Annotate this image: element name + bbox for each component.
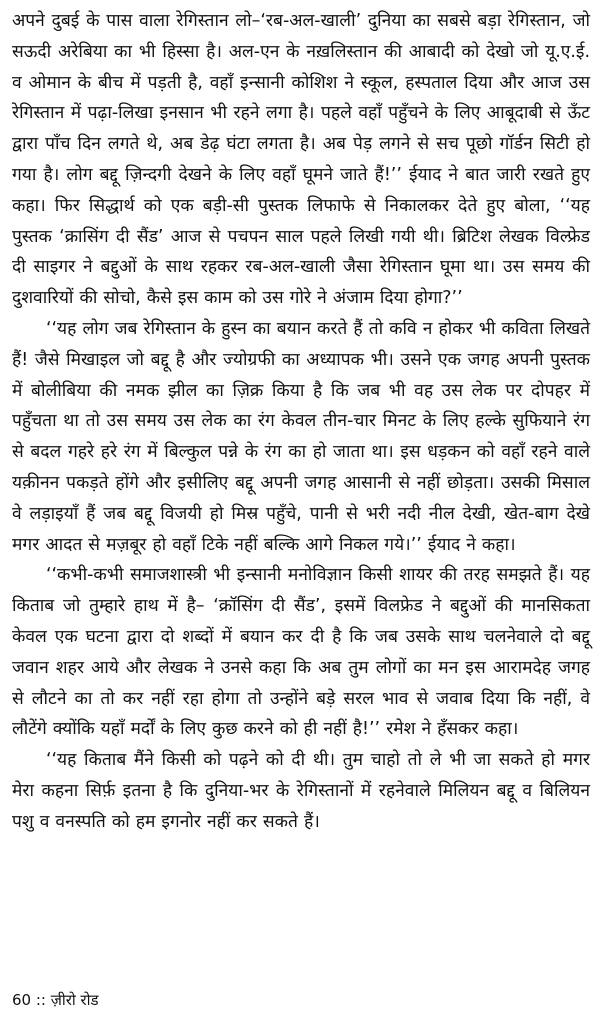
paragraph-3: ‘‘कभी-कभी समाजशास्त्री भी इन्सानी मनोविज्ञान किसी शायर की तरह समझते हैं। यह किताब जो तुम्हारे हाथ में है– ‘क्रॉसिंग दी सैंड’, इसमें विलफ्रेड ने बद्दुओं की मानसिकता केवल एक घटना द्वारा दो शब्दों में बयान कर दी है कि जब उसके साथ चलनेवाले दो बद्दू जवान शहर आये और लेखक ने उनसे कहा कि अब तुम लोगों का मन इस आरामदेह जगह से लौटने का तो कर नहीं रहा होगा तो उन्होंने बड़े सरल भाव से जवाब दिया कि नहीं, वे लौटेंगे क्योंकि यहाँ मर्दों के लिए कुछ करने को ही नहीं है!’’ रमेश ने हँसकर कहा। (12, 565, 590, 740)
paragraph-4: ‘‘यह किताब मैंने किसी को पढ़ने को दी थी। तुम चाहो तो ले भी जा सकते हो मगर मेरा कहना सिर्फ़ इतना है कि दुनिया-भर के रेगिस्तानों में रहनेवाले मिलियन बद्दू व बिलियन पशु व वनस्पति को हम इगनोर नहीं कर सकते हैं। (12, 750, 590, 832)
paragraph-2: ‘‘यह लोग जब रेगिस्तान के हुस्न का बयान करते हैं तो कवि न होकर भी कविता लिखते हैं! जैसे मिखाइल जो बद्दू है और ज्योग्रफी का अध्यापक भी। उसने एक जगह अपनी पुस्तक में बोलीबिया की नमक झील का ज़िक्र किया है कि जब भी वह उस लेक पर दोपहर में पहुँचता था तो उस समय उस लेक का रंग केवल तीन-चार मिनट के लिए हल्के सुफियाने रंग से बदल गहरे हरे रंग में बिल्कुल पन्ने के रंग का हो जाता था। इस धड़कन को वहाँ रहने वाले यक़ीनन पकड़ते होंगे और इसीलिए बद्दू अपनी जगह आसानी से नहीं छोड़ता। उसकी मिसाल वे लड़ाइयाँ हैं जब बद्दू विजयी हो मिस्र पहुँचे, पानी से भरी नदी नील देखी, खेत-बाग देखे मगर आदत से मज़बूर हो वहाँ टिके नहीं बल्कि आगे निकल गये।’’ ईयाद ने कहा। (12, 318, 590, 555)
page-footer: 60 :: ज़ीरो रोड (12, 991, 99, 1009)
paragraph-1: अपने दुबई के पास वाला रेगिस्तान लो–‘रब-अल-खाली’ दुनिया का सबसे बड़ा रेगिस्तान, जो सऊदी अरेबिया का भी हिस्सा है। अल-एन के नख़लिस्तान की आबादी को देखो जो यू.ए.ई. व ओमान के बीच में पड़ती है, वहाँ इन्सानी कोशिश ने स्कूल, हस्पताल दिया और आज उस रेगिस्तान में पढ़ा-लिखा इनसान भी रहने लगा है। पहले वहाँ पहुँचने के लिए आबूदाबी से ऊँट द्वारा पाँच दिन लगते थे, अब डेढ़ घंटा लगता है। अब पेड़ लगने से सच पूछो गॉर्डन सिटी हो गया है। लोग बद्दू ज़िन्दगी देखने के लिए वहाँ घूमने जाते हैं!’’ ईयाद ने बात जारी रखते हुए कहा। फिर सिद्धार्थ को एक बड़ी-सी पुस्तक लिफाफे से निकालकर देते हुए बोला, ‘‘यह पुस्तक ‘क्रासिंग दी सैंड’ आज से पचपन साल पहले लिखी गयी थी। ब्रिटिश लेखक विल्फ्रेड दी साइगर ने बद्दुओं के साथ रहकर रब-अल-खाली जैसा रेगिस्तान घूमा था। उस समय की दुशवारियों की सोचो, कैसे इस काम को उस गोरे ने अंजाम दिया होगा?’’ (12, 11, 590, 309)
